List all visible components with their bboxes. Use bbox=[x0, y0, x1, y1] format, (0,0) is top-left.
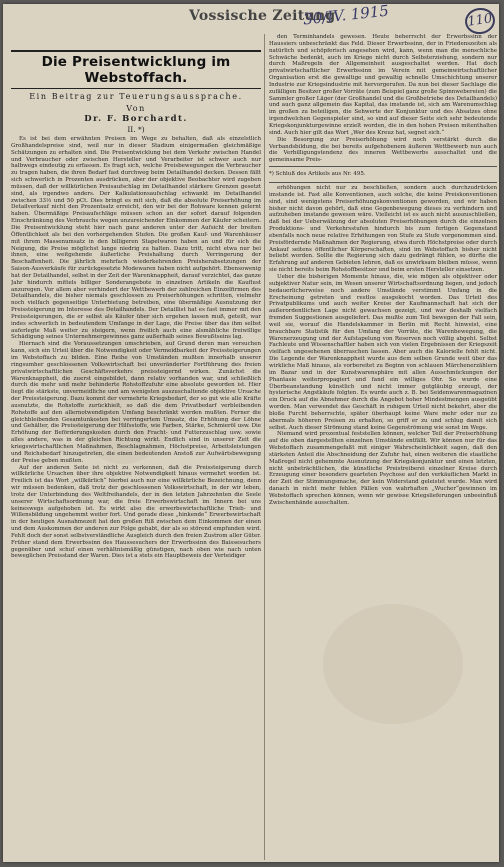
paragraph: Niemand wird prozentual feststellen können, welcher Teil der Preiserhöhung auf die oben dargestellten einzelnen Umstände entfällt. Wir können nur für das Webstoffach zusammengefaßt mit einiger Wahrscheinlichkeit sagen, daß den stärksten Anteil die Abschneidung der Zufuhr hat, einen weiteren die staatliche Maßregel nicht gehemmte Ausnutzung der Kriegskonjunktur und einen letzten, nicht unbeträchtlichen, die künstliche Preistreiberei einzelner Kreise durch Erzeugung einer besonders gearteten Psychose auf den verkäuflichen Markt in der Zeit der Stimmungsmache, der kein Widerstand geleistet wurde. Man wird danach in nicht mehr fehlen Fällen von wahrhaften „Wucher“gewinnen im Webstoffach sprechen können, wenn wir gewisse Kriegslieferungen unbeeinfluß Zwischenhände ausschalten. bbox=[269, 431, 497, 506]
right-body-bottom bbox=[269, 185, 497, 507]
headline-box bbox=[11, 50, 261, 89]
left-body bbox=[11, 136, 261, 560]
paragraph: Hiernach sind die Voraussetzungen umschrieben, auf Grund deren man versuchen kann, sich ein Urteil über die Notwendigkeit oder Vermeidbarkeit der Preissteigerungen im Webstoffach zu bilden. Eine Reihe von Umständen mußten innerhalb unserer ringsumher geschlossenen Volkswirtschaft bei unveränderter Fortführung des freien privatwirtschaftlichen Geschäftsverkehrs preissteigernd wirken. Zunächst die Warenknappheit, die zuerst eingebildet, dann relativ vorhanden war, und schließlich durch die mehr und mehr behinderte Rohstoffzufuhr eine absolute geworden ist. Hier liegt die stärkste, unvermeidliche und am wenigsten auszuschaltende objektive Ursache der Preissteigerung. Dazu kommt der vermehrte Kriegsbedarf, der so gut wie alle Kräfte ausnutzte, die Rohstoffe zurückhielt, so daß die dem Privatbedarf verbleibenden Rohstoffe auf den allernotwendigsten Umfang beschränkt werden mußten. Ferner die gleichbleibenden Gesamtunkosten bei verringertem Umsatz, die Erhöhung der Löhne und Gehälter, die Preissteigerung der Hilfsstoffe, wie Farben, Stärke, Schmieröl usw. Die Erhöhung der Beförderungskosten durch den Fracht- und Futterzuschlag usw. sowie alles andere, was in der gleichen Richtung wirkt. Endlich sind in unserer Zeit die kriegswirtschaftlichen Maßnahmen, Beschlagnahmen, Höchstpreise, Arbeitsleistungen und Reichsbedarf hinzugetreten, die einen bedeutenden Anstoß zur Aufwärtsbewegung der Preise geben mußten. bbox=[11, 341, 261, 464]
page-number-stamp: 110 bbox=[463, 6, 496, 36]
part-number: II. *) bbox=[127, 125, 145, 134]
byline-von: Von bbox=[126, 104, 146, 113]
article-subtitle: Ein Beitrag zur Teuerungsaussprache. bbox=[29, 92, 243, 101]
paragraph: Die Besorgung zur Preiserhöhung wird noch verstärkt durch die Verbandsbildung, die bei bereits aufgehobenem äußeren Wettbewerb nun auch die Verbilligungstendenz des inneren Wettbewerbs ausschaltet und die gemeinsame Preis- bbox=[269, 136, 497, 164]
column-divider bbox=[264, 34, 265, 860]
footnote: *) Schluß des Artikels aus Nr. 495. bbox=[269, 171, 366, 178]
right-column bbox=[269, 34, 497, 860]
paragraph: den Terminhandels gewesen. Heute beherrscht der Erwerbssinn der Haussiers unbeschränkt das Feld. Dieser Erwerbssinn, der in Friedenszeiten als natürlich und schöpferisch angesehen wird, kann, wenn man die menschliche Schwäche bedenkt, auch im Kriege nicht durch Selbsterziehung, sondern nur durch Maßregeln der Allgemeinheit ausgeschaltet werden. Hat doch privatwirtschaftlicher Erwerbssinn im Verein mit gemeinwirtschaftlicher Organisation erst die gewaltige und gewaltig schnelle Umschichtung unserer Industrie zur Kriegsindustrie mit hervorgerufen. Da nun bei dieser Sachlage die zufälligen Besitzer großer Vorräte (zum Beispiel ganz große Spinnwebereien) die Sammler großer Läger (der Großhandel und die Großbetriebe des Detailhandels) und auch ganz allgemein das Kapital, das imstande ist, sich am Warenumschlag im großen zu beteiligen, die Sehwerte der Konjunktur und des Absatzes ohne irgendwelchen Gegenspieler sind, so sind auf dieser Seite sich sehr bedeutende Kriegskonjunkturgewinne erzielt worden, die in den hohen Preisen mitenthalten sind. Auch hier gilt das Wort „Wer des Kreuz hat, segnet sich.“ bbox=[269, 34, 497, 136]
paragraph: erhöhungen nicht nur zu beschließen, sondern auch durchzudrücken imstande ist. Fast alle Konventionen, auch solche, die keine Preiskonventionen sind, sind wenigstens Preiserhöhungskonventionen geworden, und wir haben bisher nicht davon gehört, daß eine Gegenbewegung dieses zu verhindern und aufzuheben imstande gewesen wäre. Vielleicht ist es auch nicht auszuschließen, daß bei der Ueberwälzung der absoluten Preiserhöhungen durch die einzelnen Produktions- und Verkehrsstufen hindurch bis zum fertigen Gegenstand ebenfalls noch neue relative Erhöhungen von Stufe zu Stufe vorgenommen sind. Preisfördernde Maßnahmen der Regierung, etwa durch Höchstpreise oder durch Ankauf seitens öffentlicher Körperschaften, sind im Webstoffach bisher nicht beliebt worden. Sollte die Regierung sich dazu gedrängt fühlen, so dürfte die Erfahrung auf anderen Gebieten lehren, daß es unwirksam bleiben müsse, wenn sie nicht bereits beim Rohstoffbesitzer und beim ersten Hersteller einsetzen. bbox=[269, 185, 497, 274]
masthead: Vossische Zeitung bbox=[189, 8, 336, 24]
handwritten-date: 30/IV. 1915 bbox=[302, 1, 390, 29]
newspaper-clipping bbox=[3, 1, 499, 862]
article-headline: Die Preisentwicklung im Webstoffach. bbox=[41, 54, 231, 86]
paragraph: Auf der anderen Seite ist nicht zu verkennen, daß die Preissteigerung durch willkürliche Ursachen über ihre objektive Notwendigkeit hinaus vermehrt worden ist. Freilich ist das Wort „willkürlich“ hierbei auch nur eine willkürliche Bezeichnung, denn wir müssen bedenken, daß trotz der geschlossenen Volkswirtschaft, in der wir leben, trotz der Unterbindung des Weltfreihandels, der in den letzten Jahrzehnten die Seele unserer Wirtschaftsordnung war, die freie Erwerbswirtschaft im Innern bei uns keineswegs aufgehoben ist. Es wirkt also die erwerbswirtschaftliche Trieb- und Willensbildung ungehemmt weiter fort. Und gerade diese „hinkende“ Erwerbswirtschaft in der heutigen Ausnahmezeit hat den großen Riß zwischen dem Einkommen der einen und dem Auskommen der anderen zur Folge gehabt, der als so störend empfunden wird. Fehlt doch der sonst selbstverständliche Ausgleich durch den freien Zustrom aller Güter. Früher stand dem Erwerbssinn des Haussesuchers der Erwerbssinn des Baissesuchers gegenüber und schuf einen verhältnismäßig günstigen, nach oben wie nach unten beweglichen Preisstand der Waren. Dies ist a stets ein Hauptbeweis der Verteidiger bbox=[11, 464, 261, 560]
footnote-rule bbox=[269, 166, 497, 167]
paragraph: Ueber die bisherigen Momente hinaus, die, wie mögen als objektiver oder subjektiver Natur sein, im Wesen unserer Wirtschaftsordnung liegen, und jedoch bedauerlicherweise noch andere Umstände verstimmt Umfang in die Erscheinung getreten und restlos ausgekocht worden. Das Urteil des Privatpublikums und auch weiter Kreise der Kaufmannschaft hat sich der außerordentlichen Lage nicht gewachsen gezeigt, und war deshalb vielfach fremden Suggestionen ausgeliefert. Das mußte zum Teil bewegen der Fall sein, weil sie, worauf die Handelskammer in Berlin mit Recht hinweist, eine brauchbare Statistik für den Umfang der Vorräte, die Warenbewegung, die Warenerzeugung und der Aufstapelung von Reserven noch völlig abgeht. Selbst Fachleute und Wissenschaftler haben sich von vielen Ergebnissen der Kriegszeit vielfach ungesehenen überraschen lassen. Aber auch die Kalorielle fehlt nicht. Die Legende der Warenknappheit wurde aus dem selben Grunde weit über das wirkliche Maß hinaus, als vorbereitet zu Beginn von schlauen Märchenerzählern im Bazar und in der Kunstwarensphäre mit allen Ausschmückungen der Phantasie weiterpropagiert und fand ein williges Ohr. So wurde eine Überbeanstandung künstlich und nicht immer gutgläubig erzeugt, der hysterische Angstkäufe folgten. Es wurde auch z. B. bei Seidenwarenmagazinen ein Druck auf die Abnehmer durch die Angebot hoher Mindestmengen ausgeübt worden. Man verwendet das Geschäft in ruhigem Urteil nicht bekehrt, aber die bloße Furcht beherrschte, später überhaupt keine Ware mehr oder nur zu abermals höheren Preisen zu erhalten, so griff er zu und schlug damit sich selbst. Auch dieser Strömung stand keine Gegenströmung wie sonst im Wege. bbox=[269, 274, 497, 431]
right-body-top bbox=[269, 34, 497, 164]
byline-author: Dr. F. Borchardt. bbox=[84, 114, 188, 124]
paragraph: Es ist bei dem erwähnten Preisen im Wege zu behalten, daß als einzelstlich Großhandelspreise sind, weil nur in dieser Stadium einigermaßen gleichmäßige Schätzungen zu erhalten sind. Die Preisentwicklung bei dem Verkehr zwischen Handel und Verbraucher oder zwischen Hersteller und Verarbeiter ist schwer auch nur halbwegs eindeutig zu erfassen. Es fragt sich, welche Preisbewegungen die Verbraucher zu tragen haben, die ihren Bedarf fast durchweg beim Detailhandel decken. Dessen fällt sich schwerlich in Prozenten ausdrücken, aber der objektive Beobachter wird zugeben müssen, daß der willkürlichen Preisaufschlag im Detailhandel stärkere Grenzen gesetzt sind, als irgendwo anders. Der Kalkulationsaufschlag schwankt im Detailhandel zwischen 33⅓ und 50 pCt. Dies bringt es mit sich, daß die absolute Preiserhöhung im Detailverkauf nicht den Prozentsatz erreicht, den wir bei der Rohware kennen gelernt haben. Übermäßige Preisaufschläge müssen schon an der sofort darauf folgenden Einschränkung des Verbrauchs wegen unzureichender Einkommen der Käufer scheitern. Die Preisentwicklung steht hier nach ganz anderen unter der Aufsicht der breiten Öffentlichkeit als bei den vorhergehenden Stufen. Die großen Kauf- und Warenhäuser mit ihrem Massenumsatz in den billigeren Stapelwaren haben an und für sich die Neigung, die Preise möglichst lange niedrig zu halten. Dazu tritt, nicht etwa nur bei ihnen, eine weitgehende äußerliche Preishaltung durch Verringerung der Beschaffenheit. Die jährlich mehrfach wiederkehrenden Preisherabsetzungen der Saison-Ausverkäufe für zurückgesetzte Modewaren haben nicht aufgehört. Ebensowenig hat der Detailhandel, selbst in der Zeit der Warenknappheit, darauf verzichtet, das ganze Jahr hindurch mittels billiger Sonderangebote in einzelnen Artikeln die Kauflust anzuregen. Vor allem aber verhindert der Wettbewerb der zahlreichen Einzelfirmen des Detailhandels, die bisher niemals geschlossen zu Preiserhöhungen schritten, vielmehr noch vielfach gegenseitige Unterbietung betreiben, eine übermäßige Ausnutzung der Preissteigerung im Interesse des Detailhandels. Der Detaillist hat es fast immer mit den Preissteigerungen, die er selbst als Käufer über sich ergehen lassen muß, geteilt, war indes schwerlich in bedeutendem Umfange in der Lage, die Preise über das ihm selbst auferlegte Maß weiter zu steigern, wenn freilich auch eine alsmähliche freiwillige Schädigung seines Unternehmergewinnes ganz außerhalb seines Bewußtseins lag. bbox=[11, 136, 261, 341]
section-rule bbox=[269, 182, 497, 183]
left-column bbox=[11, 50, 261, 860]
